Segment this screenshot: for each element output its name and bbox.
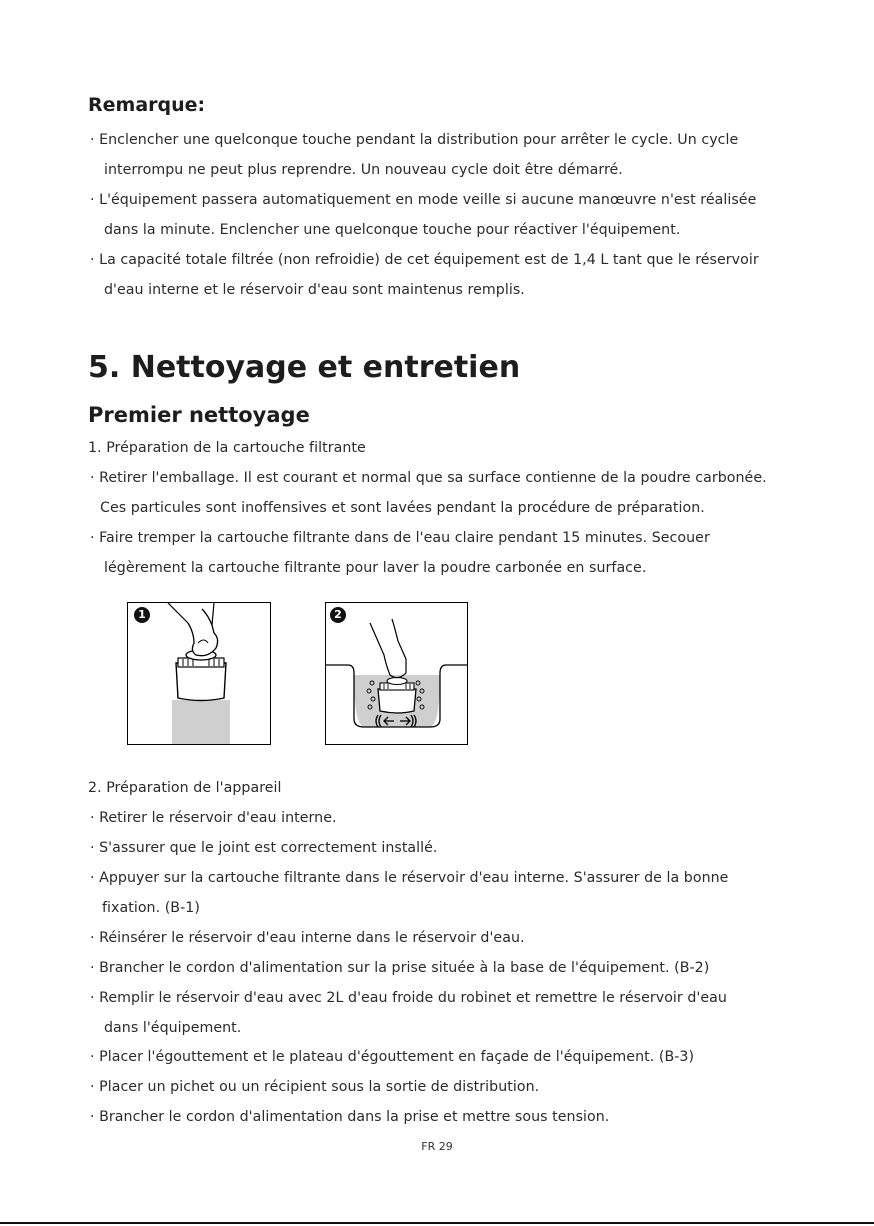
step2-line: · Placer l'égouttement et le plateau d'égouttement en façade de l'équipement. (B-3) <box>90 1049 695 1065</box>
page-number: FR 29 <box>421 1140 453 1153</box>
support-block <box>172 700 230 744</box>
figure-1 <box>127 602 271 745</box>
note-line: · L'équipement passera automatiquement en mode veille si aucune manœuvre n'est réalisée <box>90 192 757 208</box>
note-line: d'eau interne et le réservoir d'eau sont maintenus remplis. <box>104 282 525 298</box>
note-line: dans la minute. Enclencher une quelconque touche pour réactiver l'équipement. <box>104 222 681 238</box>
hand-shape <box>370 619 406 678</box>
figure-badge: 1 <box>134 607 150 623</box>
note-line: · Enclencher une quelconque touche pendant la distribution pour arrêter le cycle. Un cycle <box>90 132 739 148</box>
step2-heading: 2. Préparation de l'appareil <box>88 780 282 796</box>
cartridge-body <box>176 663 226 701</box>
note-line: interrompu ne peut plus reprendre. Un nouveau cycle doit être démarré. <box>104 162 623 178</box>
note-line: · La capacité totale filtrée (non refroidie) de cet équipement est de 1,4 L tant que le réservoir <box>90 252 759 268</box>
step2-line: · Brancher le cordon d'alimentation sur la prise située à la base de l'équipement. (B-2) <box>90 960 710 976</box>
note-title: Remarque: <box>88 94 206 116</box>
cartridge-unpack-illustration <box>128 603 270 744</box>
section-subtitle: Premier nettoyage <box>88 403 310 427</box>
cartridge-soak-illustration <box>326 603 467 744</box>
step2-line: · Réinsérer le réservoir d'eau interne dans le réservoir d'eau. <box>90 930 525 946</box>
step1-line: · Faire tremper la cartouche filtrante dans de l'eau claire pendant 15 minutes. Secouer <box>90 530 710 546</box>
step2-line: · Placer un pichet ou un récipient sous la sortie de distribution. <box>90 1079 540 1095</box>
step1-line: Ces particules sont inoffensives et sont lavées pendant la procédure de préparation. <box>100 500 705 516</box>
figure-badge: 2 <box>330 607 346 623</box>
step1-heading: 1. Préparation de la cartouche filtrante <box>88 440 366 456</box>
step2-line: · Appuyer sur la cartouche filtrante dans le réservoir d'eau interne. S'assurer de la bonne <box>90 870 729 886</box>
step2-line: · Retirer le réservoir d'eau interne. <box>90 810 337 826</box>
step2-line: dans l'équipement. <box>104 1020 242 1036</box>
step1-line: légèrement la cartouche filtrante pour laver la poudre carbonée en surface. <box>104 560 647 576</box>
section-title: 5. Nettoyage et entretien <box>88 350 521 385</box>
step2-line: · Remplir le réservoir d'eau avec 2L d'eau froide du robinet et remettre le réservoir d'eau <box>90 990 727 1006</box>
step2-line: · S'assurer que le joint est correctement installé. <box>90 840 438 856</box>
figure-2 <box>325 602 468 745</box>
step1-line: · Retirer l'emballage. Il est courant et normal que sa surface contienne de la poudre carbonée. <box>90 470 767 486</box>
step2-line: fixation. (B-1) <box>102 900 200 916</box>
step2-line: · Brancher le cordon d'alimentation dans la prise et mettre sous tension. <box>90 1109 610 1125</box>
bottom-rule <box>0 1222 874 1224</box>
